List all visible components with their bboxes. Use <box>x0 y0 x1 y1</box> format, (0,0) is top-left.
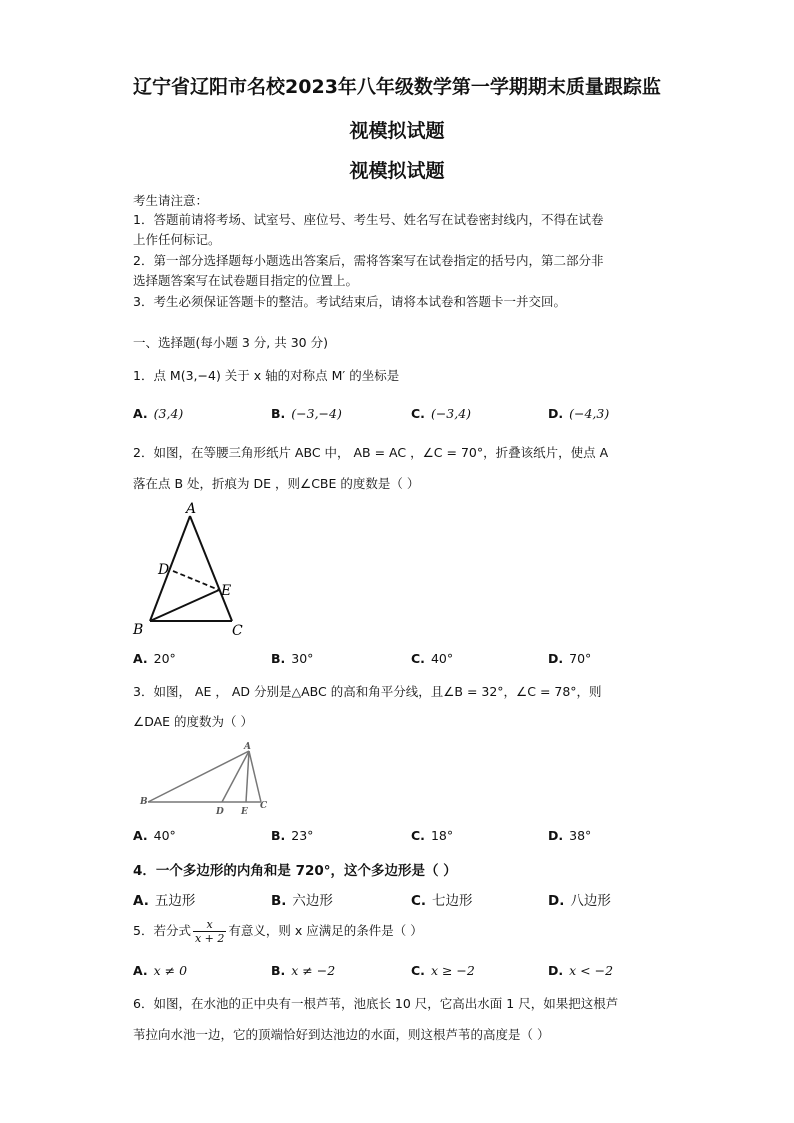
point-label-b: B <box>140 797 148 807</box>
option-letter: B. <box>271 963 286 978</box>
question-1-stem: 1．点 M(3,−4) 关于 x 轴的对称点 M′ 的坐标是 <box>133 368 400 383</box>
q1-option-d: D. (−4,3) <box>548 406 610 421</box>
question-6-stem-line-2: 苇拉向水池一边，它的顶端恰好到达池边的水面，则这根芦苇的高度是（ ） <box>133 1027 550 1042</box>
q2-option-c: C. 40° <box>411 651 454 666</box>
option-letter: C. <box>411 651 425 666</box>
notice-item-2b: 选择题答案写在试卷题目指定的位置上。 <box>133 273 359 288</box>
notice-item-3: 3．考生必须保证答题卡的整洁。考试结束后，请将本试卷和答题卡一并交回。 <box>133 294 566 309</box>
option-letter: B. <box>271 651 286 666</box>
q1-option-a: A. (3,4) <box>133 406 184 421</box>
q5-option-c: C. x ≥ −2 <box>411 963 475 978</box>
option-letter: A. <box>133 893 149 909</box>
q4-option-c: C. 七边形 <box>411 893 473 909</box>
notice-item-1b: 上作任何标记。 <box>133 232 221 247</box>
question-3-stem-line-1: 3．如图， AE ， AD 分别是△ABC 的高和角平分线，且∠B = 32°，∠C = 78°，则 <box>133 684 602 699</box>
option-letter: A. <box>133 828 148 843</box>
point-label-d: D <box>216 807 224 817</box>
point-label-e: E <box>221 583 232 599</box>
q5-option-d: D. x < −2 <box>548 963 614 978</box>
question-2-stem-line-1: 2．如图，在等腰三角形纸片 ABC 中， AB = AC ，∠C = 70°，折叠该纸片，使点 A <box>133 445 609 460</box>
q4-option-a: A. 五边形 <box>133 893 196 909</box>
q5-option-a: A. x ≠ 0 <box>133 963 188 978</box>
notice-heading: 考生请注意： <box>133 193 209 208</box>
notice-item-1a: 1．答题前请将考场、试室号、座位号、考生号、姓名写在试卷密封线内，不得在试卷 <box>133 212 604 227</box>
option-letter: D. <box>548 963 564 978</box>
point-label-b: B <box>133 622 144 638</box>
q2-option-d: D. 70° <box>548 651 592 666</box>
option-letter: A. <box>133 406 148 421</box>
q2-option-a: A. 20° <box>133 651 176 666</box>
option-letter: D. <box>548 651 564 666</box>
q3-option-b: B. 23° <box>271 828 314 843</box>
q1-option-c: C. (−3,4) <box>411 406 472 421</box>
q5-option-b: B. x ≠ −2 <box>271 963 336 978</box>
q3-option-d: D. 38° <box>548 828 592 843</box>
paper-title-line-3: 视模拟试题 <box>349 160 445 182</box>
option-letter: C. <box>411 963 425 978</box>
point-label-c: C <box>260 801 268 811</box>
q3-option-a: A. 40° <box>133 828 176 843</box>
option-letter: B. <box>271 828 286 843</box>
option-letter: C. <box>411 828 425 843</box>
q2-triangle-figure <box>128 498 258 643</box>
question-5-stem: 5．若分式 $\frac{x}{x + 2}$ 有意义，则 x 应满足的条件是（ ） <box>133 918 423 945</box>
point-label-c: C <box>232 623 243 639</box>
option-letter: C. <box>411 406 425 421</box>
fraction: $\frac{x}{x + 2}$ <box>194 918 225 945</box>
paper-title-line-1: 辽宁省辽阳市名校2023年八年级数学第一学期期末质量跟踪监 <box>133 76 661 98</box>
notice-item-2a: 2．第一部分选择题每小题选出答案后，需将答案写在试卷指定的括号内，第二部分非 <box>133 253 604 268</box>
point-label-a: A <box>186 501 197 517</box>
q1-option-b: B. (−3,−4) <box>271 406 342 421</box>
paper-title-line-2: 视模拟试题 <box>349 120 445 142</box>
section-heading: 一、选择题(每小题 3 分, 共 30 分) <box>133 335 328 350</box>
point-label-a: A <box>244 742 251 752</box>
option-letter: B. <box>271 406 286 421</box>
option-letter: A. <box>133 963 148 978</box>
q4-option-d: D. 八边形 <box>548 893 611 909</box>
q2-option-b: B. 30° <box>271 651 314 666</box>
option-letter: A. <box>133 651 148 666</box>
question-3-stem-line-2: ∠DAE 的度数为（ ） <box>133 714 254 729</box>
q3-option-c: C. 18° <box>411 828 454 843</box>
q3-triangle-figure <box>136 738 276 820</box>
q4-option-b: B. 六边形 <box>271 893 333 909</box>
option-letter: C. <box>411 893 427 909</box>
point-label-d: D <box>158 562 170 578</box>
question-6-stem-line-1: 6．如图，在水池的正中央有一根芦苇，池底长 10 尺，它高出水面 1 尺，如果把这根芦 <box>133 996 619 1011</box>
question-2-stem-line-2: 落在点 B 处，折痕为 DE ，则∠CBE 的度数是（ ） <box>133 476 420 491</box>
option-letter: D. <box>548 893 565 909</box>
option-letter: B. <box>271 893 287 909</box>
point-label-e: E <box>241 807 248 817</box>
option-letter: D. <box>548 828 564 843</box>
option-letter: D. <box>548 406 564 421</box>
question-4-stem: 4．一个多边形的内角和是 720°，这个多边形是（ ） <box>133 863 457 879</box>
